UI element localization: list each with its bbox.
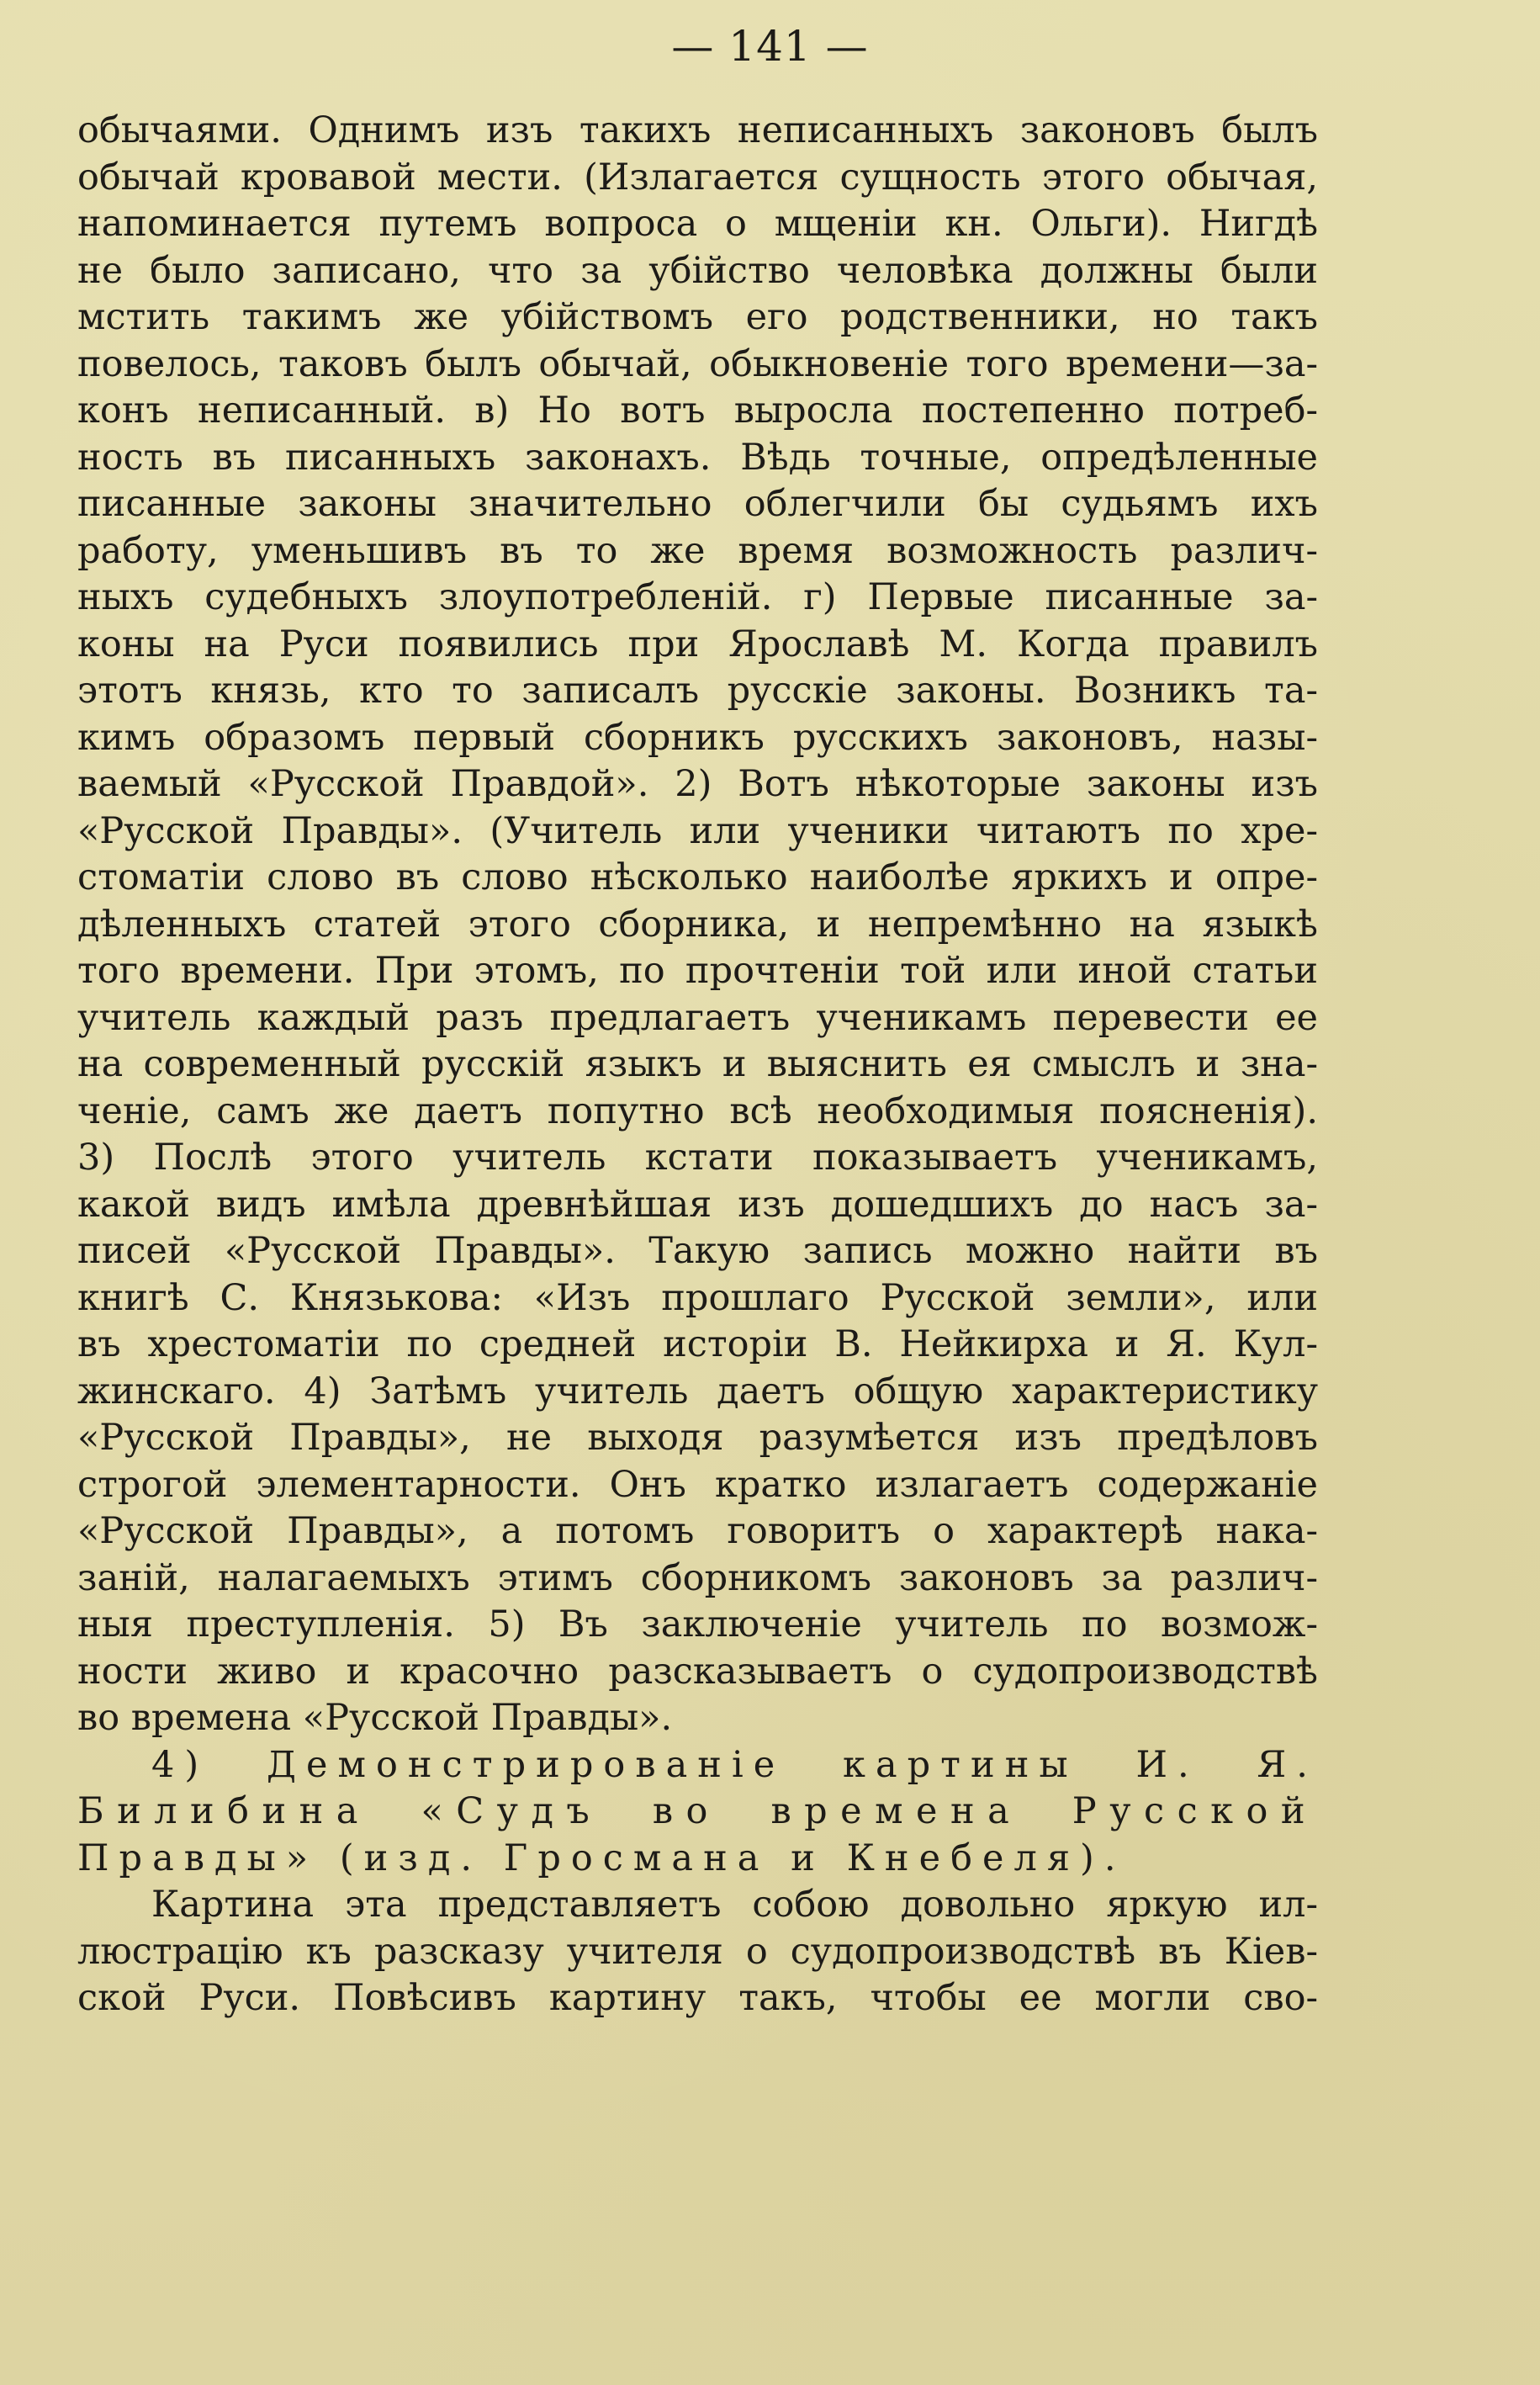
text-line: 4) Демонстрированіе картины И. Я.	[151, 1743, 1318, 1786]
paragraph-2-heading	[77, 1742, 1318, 1883]
paragraph-1	[77, 108, 1318, 1742]
paragraph-3	[77, 1882, 1318, 2022]
text-line: напоминается путемъ вопроса о мщеніи кн. Ольги). Нигдѣ	[77, 203, 1318, 245]
text-line: книгѣ С. Князькова: «Изъ прошлаго Русской земли», или	[77, 1276, 1318, 1319]
text-line: 3) Послѣ этого учитель кстати показываетъ ученикамъ,	[77, 1137, 1318, 1179]
body-text	[77, 108, 1318, 2022]
text-line: ность въ писанныхъ законахъ. Вѣдь точные, опредѣленные	[77, 436, 1318, 479]
text-line: писей «Русской Правды». Такую запись можно найти въ	[77, 1230, 1318, 1272]
text-line: учитель каждый разъ предлагаетъ ученикамъ перевести ее	[77, 996, 1318, 1039]
text-line: во времена «Русской Правды».	[77, 1697, 673, 1739]
text-line: какой видъ имѣла древнѣйшая изъ дошедшихъ до насъ за-	[77, 1183, 1318, 1226]
text-line: Картина эта представляетъ собою довольно яркую ил-	[151, 1884, 1318, 1926]
text-line: ваемый «Русской Правдой». 2) Вотъ нѣкоторые законы изъ	[77, 763, 1318, 805]
text-line: конъ неписанный. в) Но вотъ выросла постепенно потреб-	[77, 390, 1318, 432]
text-line: строгой элементарности. Онъ кратко излагаетъ содержаніе	[77, 1463, 1318, 1506]
text-line: люстрацію къ разсказу учителя о судопроизводствѣ въ Кіев-	[77, 1930, 1318, 1973]
text-line: ныя преступленія. 5) Въ заключеніе учитель по возмож-	[77, 1603, 1318, 1646]
text-line: ченіе, самъ же даетъ попутно всѣ необходимыя поясненія).	[77, 1089, 1318, 1132]
text-line: въ хрестоматіи по средней исторіи В. Нейкирха и Я. Кул-	[77, 1323, 1318, 1365]
text-line: коны на Руси появились при Ярославѣ М. Когда правилъ	[77, 623, 1318, 665]
text-line: этотъ князь, кто то записалъ русскіе законы. Возникъ та-	[77, 670, 1318, 712]
text-line: того времени. При этомъ, по прочтеніи той или иной статьи	[77, 950, 1318, 992]
text-line: ности живо и красочно разсказываетъ о судопроизводствѣ	[77, 1650, 1318, 1693]
text-line: «Русской Правды», а потомъ говоритъ о характерѣ нака-	[77, 1510, 1318, 1552]
text-line: дѣленныхъ статей этого сборника, и непремѣнно на языкѣ	[77, 903, 1318, 946]
text-line: не было записано, что за убійство человѣка должны были	[77, 249, 1318, 292]
text-line: «Русской Правды». (Учитель или ученики читаютъ по хре-	[77, 809, 1318, 852]
text-line: ныхъ судебныхъ злоупотребленій. г) Первые писанные за-	[77, 576, 1318, 618]
text-line: жинскаго. 4) Затѣмъ учитель даетъ общую характеристику	[77, 1370, 1318, 1412]
text-line: повелось, таковъ былъ обычай, обыкновеніе того времени—за-	[77, 342, 1318, 385]
text-line: обычаями. Однимъ изъ такихъ неписанныхъ законовъ былъ	[77, 109, 1318, 151]
text-line: писанные законы значительно облегчили бы судьямъ ихъ	[77, 483, 1318, 525]
text-line: обычай кровавой мести. (Излагается сущность этого обычая,	[77, 156, 1318, 199]
text-line: заній, налагаемыхъ этимъ сборникомъ законовъ за различ-	[77, 1556, 1318, 1599]
text-line: мстить такимъ же убійствомъ его родственники, но такъ	[77, 296, 1318, 338]
page-number: — 141 —	[671, 22, 869, 71]
text-line: «Русской Правды», не выходя разумѣется изъ предѣловъ	[77, 1417, 1318, 1459]
text-line: Правды» (изд. Гросмана и Кнебеля).	[77, 1836, 1126, 1879]
text-line: работу, уменьшивъ въ то же время возможность различ-	[77, 529, 1318, 572]
text-line: Билибина «Судъ во времена Русской	[77, 1790, 1318, 1832]
text-line: на современный русскій языкъ и выяснить ея смыслъ и зна-	[77, 1043, 1318, 1085]
text-line: ской Руси. Повѣсивъ картину такъ, чтобы ее могли сво-	[77, 1977, 1318, 2019]
text-line: стоматіи слово въ слово нѣсколько наиболѣе яркихъ и опре-	[77, 856, 1318, 898]
text-line: кимъ образомъ первый сборникъ русскихъ законовъ, назы-	[77, 716, 1318, 759]
